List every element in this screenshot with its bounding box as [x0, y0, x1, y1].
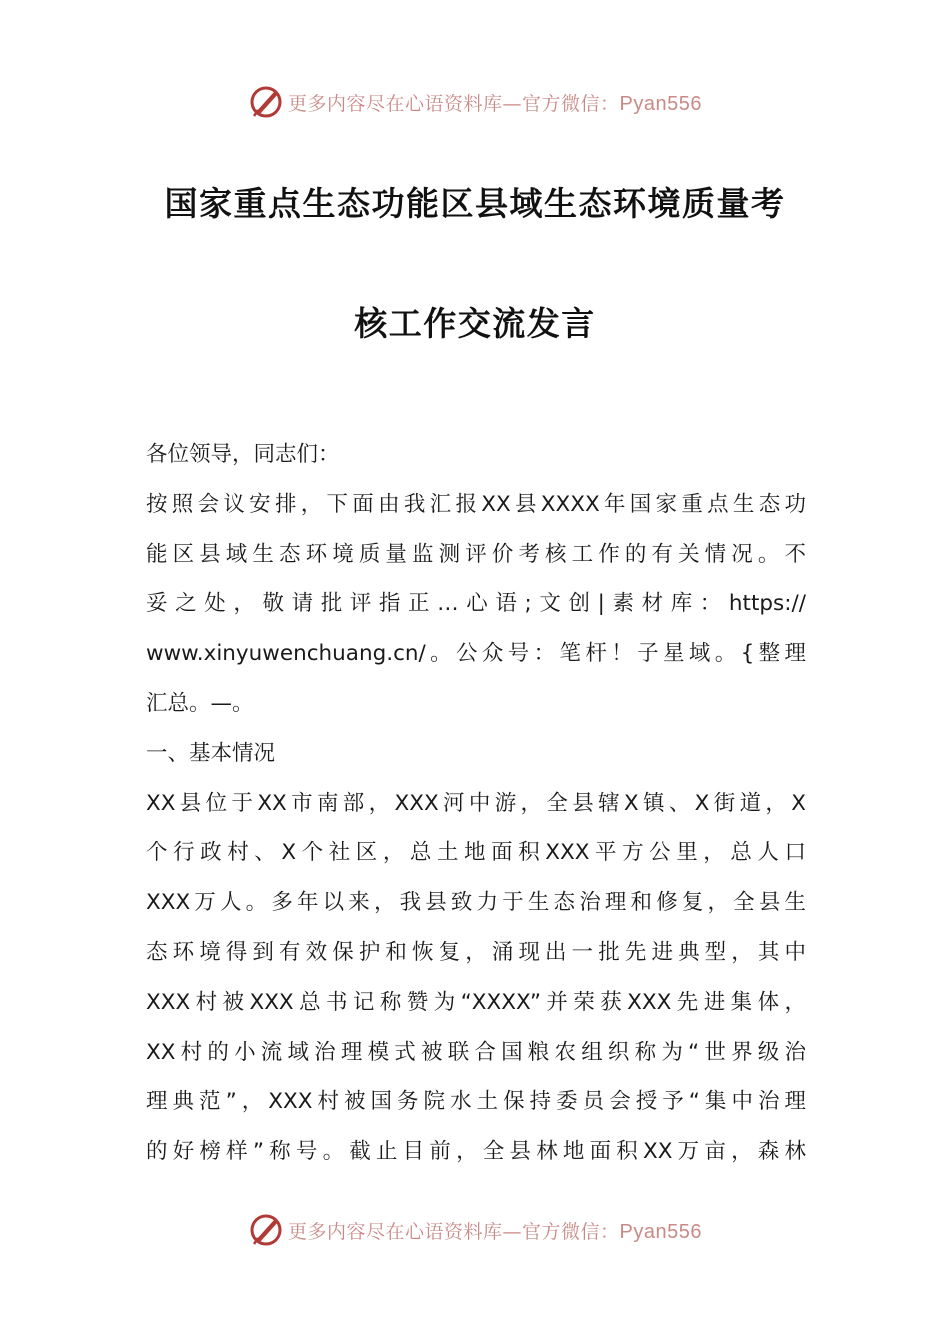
body-line: XXX村被XXX总书记称赞为“XXXX”并荣获XXX先进集体，	[146, 989, 806, 1015]
document-title-line-1: 国家重点生态功能区县域生态环境质量考	[164, 184, 786, 223]
body-line: 能区县域生态环境质量监测评价考核工作的有关情况。不	[146, 541, 806, 567]
watermark-label: 更多内容尽在心语资料库—官方微信：	[288, 92, 620, 115]
body-line: 理典范”，XXX村被国务院水土保持委员会授予“集中治理	[146, 1089, 806, 1115]
watermark-label: 更多内容尽在心语资料库—官方微信：	[288, 1220, 620, 1243]
body-line: 按照会议安排，下面由我汇报XX县XXXX年国家重点生态功	[146, 491, 806, 517]
body-line: 妥之处，敬请批评指正…心语;文创|素材库：https://	[146, 591, 806, 617]
body-line: XX村的小流域治理模式被联合国粮农组织称为“世界级治	[146, 1039, 806, 1065]
document-title-line-2: 核工作交流发言	[354, 304, 596, 343]
quill-logo-icon	[248, 84, 284, 120]
body-line: 态环境得到有效保护和恢复，涌现出一批先进典型，其中	[146, 939, 806, 965]
footer-watermark	[0, 1208, 950, 1252]
body-line: 个行政村、X个社区，总土地面积XXX平方公里，总人口	[146, 840, 806, 866]
body-line: www.xinyuwenchuang.cn/。公众号：笔杆！子星域。{整理	[146, 641, 806, 667]
body-line: 汇总。—。	[146, 690, 254, 716]
header-watermark	[0, 80, 950, 124]
body-line: 各位领导，同志们：	[146, 442, 340, 467]
section-heading: 一、基本情况	[146, 740, 276, 766]
body-line: 的好榜样”称号。截止目前，全县林地面积XX万亩，森林	[146, 1139, 806, 1165]
watermark-account: Pyan556	[619, 92, 702, 115]
document-body	[146, 430, 806, 1177]
body-line: XXX万人。多年以来，我县致力于生态治理和修复，全县生	[146, 890, 806, 916]
quill-logo-icon	[248, 1212, 284, 1248]
watermark-account: Pyan556	[619, 1220, 702, 1243]
watermark-text	[288, 89, 702, 116]
watermark-text	[288, 1217, 702, 1244]
body-line: XX县位于XX市南部，XXX河中游，全县辖X镇、X街道，X	[146, 790, 806, 816]
